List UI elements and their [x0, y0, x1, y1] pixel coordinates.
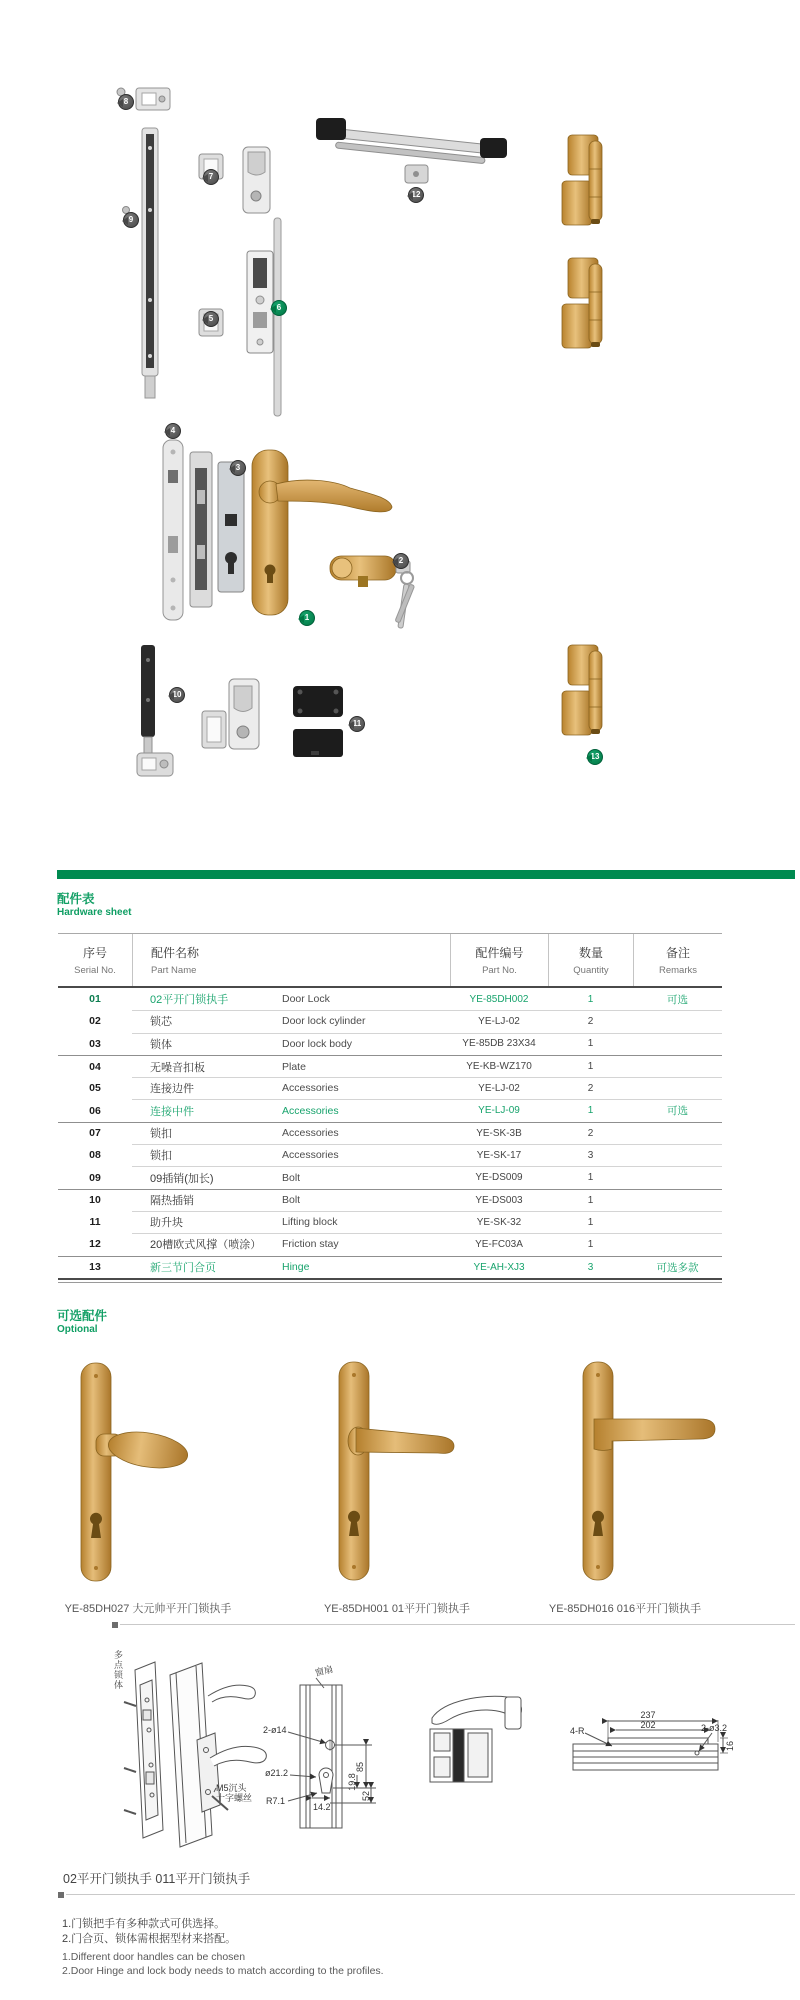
hardware-table-header	[58, 933, 722, 988]
handle-backplate-gold	[252, 450, 288, 615]
cell-quantity: 2	[587, 1082, 594, 1094]
table-row	[58, 1077, 722, 1099]
note-en-1: 1.Different door handles can be chosen	[62, 1951, 246, 1963]
cell-part-name-cn: 锁扣	[150, 1150, 172, 1163]
lock-faceplate	[163, 440, 183, 620]
cell-quantity: 1	[587, 1061, 594, 1073]
cell-part-name-cn: 02平开门锁执手	[150, 994, 229, 1007]
cell-part-name-en: Friction stay	[282, 1238, 339, 1251]
col-qty	[548, 934, 633, 986]
cell-quantity: 1	[587, 1238, 594, 1250]
technical-drawings	[0, 1600, 800, 1870]
cell-part-no: YE-DS009	[475, 1172, 523, 1184]
hardware-table	[58, 933, 722, 1283]
handle-ye85dh001	[339, 1362, 454, 1580]
cell-part-name-cn: 无噪音扣板	[150, 1061, 205, 1074]
cell-quantity: 3	[587, 1261, 594, 1273]
cell-part-no: YE-85DB 23X34	[462, 1038, 536, 1050]
cell-serial: 03	[89, 1037, 101, 1050]
part-number-badge: 1	[299, 610, 315, 626]
drawing-caption: 02平开门锁执手 011平开门锁执手	[63, 1872, 251, 1886]
green-section-bar	[57, 870, 795, 879]
part-number-badge: 11	[349, 716, 365, 732]
part-number-badge: 6	[271, 300, 287, 316]
cell-serial: 05	[89, 1082, 101, 1095]
divider-square-2	[58, 1892, 64, 1898]
table-row	[58, 1144, 722, 1166]
hardware-table-body	[58, 988, 722, 1278]
col-serial-cn: 序号	[82, 946, 107, 960]
optional-title-cn: 可选配件	[57, 1309, 108, 1323]
cell-serial: 02	[89, 1015, 101, 1028]
part-number-badge: 3	[230, 460, 246, 476]
cell-serial: 07	[89, 1127, 101, 1140]
cell-part-name-en: Accessories	[282, 1104, 339, 1117]
dim-m5-line2: 十字螺丝	[216, 1793, 253, 1803]
dim-52: 52	[361, 1790, 371, 1802]
exploded-parts-diagram	[0, 0, 800, 830]
table-row	[58, 1256, 722, 1278]
cell-quantity: 1	[587, 1216, 594, 1228]
col-qty-en: Quantity	[573, 965, 609, 976]
dim-2-d3-2: 2-ø3.2	[701, 1723, 728, 1733]
cell-part-name-cn: 09插销(加长)	[150, 1172, 214, 1185]
table-row	[58, 1033, 722, 1055]
cell-part-name-cn: 连接中件	[150, 1105, 194, 1118]
cell-part-name-cn: 新三节门合页	[150, 1262, 216, 1275]
keys	[395, 572, 415, 628]
col-remarks	[633, 934, 722, 986]
dim-m5-line1: M5沉头	[216, 1783, 247, 1793]
table-bottom-rule-2	[58, 1282, 722, 1283]
col-name-en: Part Name	[151, 965, 197, 976]
table-row	[58, 1189, 722, 1211]
table-row	[58, 1010, 722, 1032]
cell-part-name-en: Door lock body	[282, 1037, 353, 1050]
cell-serial: 09	[89, 1171, 101, 1184]
cell-part-no: YE-SK-32	[476, 1216, 522, 1228]
table-row	[58, 1166, 722, 1188]
espagnolette-rail	[123, 128, 159, 398]
cell-quantity: 2	[587, 1127, 594, 1139]
cell-quantity: 1	[587, 993, 594, 1005]
cell-part-no: YE-SK-17	[476, 1149, 522, 1161]
handle-label-3: YE-85DH016 016平开门锁执手	[548, 1603, 702, 1615]
cell-part-no: YE-LJ-09	[478, 1105, 520, 1117]
bolt-base-plate	[137, 753, 173, 776]
cell-serial: 06	[89, 1104, 101, 1117]
part-number-badge: 5	[203, 311, 219, 327]
lifting-block-parts	[293, 686, 343, 757]
cell-part-name-cn: 锁芯	[150, 1016, 172, 1029]
optional-handles-figure	[0, 1340, 800, 1590]
table-row	[58, 1122, 722, 1144]
cell-serial: 08	[89, 1149, 101, 1162]
lock-gear-plate	[190, 452, 212, 607]
cell-serial: 13	[89, 1261, 101, 1274]
handle-label-2: YE-85DH001 01平开门锁执手	[323, 1603, 471, 1615]
multipoint-gearbox	[247, 251, 273, 353]
col-partno-cn: 配件编号	[475, 946, 524, 960]
table-row	[58, 988, 722, 1010]
handle-ye85dh027	[81, 1363, 190, 1581]
cell-part-name-en: Bolt	[282, 1194, 301, 1207]
cell-serial: 04	[89, 1060, 101, 1073]
col-name	[132, 934, 450, 986]
note-en-2: 2.Door Hinge and lock body needs to match according to the profiles.	[62, 1965, 384, 1977]
iso-lock-drawing	[124, 1662, 266, 1847]
part-number-badge: 2	[393, 553, 409, 569]
cell-quantity: 2	[587, 1015, 594, 1027]
cell-part-name-en: Door Lock	[282, 993, 330, 1006]
cell-part-name-en: Plate	[282, 1060, 306, 1073]
cell-remark: 可选	[667, 1105, 688, 1118]
cell-serial: 11	[89, 1216, 101, 1229]
cell-part-no: YE-LJ-02	[478, 1015, 520, 1027]
lock-body	[218, 462, 244, 592]
insulated-bolt-rod	[141, 645, 155, 753]
part-number-badge: 9	[123, 212, 139, 228]
drive-rod	[274, 218, 281, 416]
latch-piece	[229, 679, 259, 749]
part-number-badge: 8	[118, 94, 134, 110]
table-bottom-rule	[58, 1278, 722, 1280]
cell-part-name-cn: 隔热插销	[150, 1195, 194, 1208]
table-row	[58, 1211, 722, 1233]
hinge-top	[562, 135, 602, 225]
cell-quantity: 1	[587, 1194, 594, 1206]
col-remarks-en: Remarks	[658, 965, 697, 976]
cell-part-no: YE-FC03A	[475, 1238, 523, 1250]
cell-serial: 12	[89, 1238, 101, 1251]
col-partno	[450, 934, 548, 986]
table-row	[58, 1233, 722, 1255]
dim-d21-2: ø21.2	[265, 1768, 289, 1778]
part-number-badge: 7	[203, 169, 219, 185]
cell-quantity: 1	[587, 1038, 594, 1050]
friction-stay	[316, 118, 507, 183]
dim-window-sash: 窗扇	[314, 1663, 334, 1678]
cell-part-name-cn: 助升块	[150, 1217, 183, 1230]
optional-title-en: Optional	[57, 1324, 98, 1335]
cell-remark: 可选多款	[656, 1261, 699, 1274]
cell-part-no: YE-SK-3B	[476, 1127, 522, 1139]
cell-remark: 可选	[667, 993, 688, 1006]
cell-part-no: YE-LJ-02	[478, 1082, 520, 1094]
cell-part-name-cn: 连接边件	[150, 1083, 194, 1096]
col-qty-cn: 数量	[578, 946, 603, 960]
latch-keeper	[243, 147, 270, 213]
divider-line-2	[66, 1894, 795, 1895]
part-number-badge: 4	[165, 423, 181, 439]
handle-section-drawing	[430, 1696, 521, 1782]
note-cn-2: 2.门合页、锁体需根据型材来搭配。	[62, 1933, 237, 1945]
cell-part-name-cn: 20槽欧式风撑（喷涂）	[150, 1239, 262, 1252]
dim-2-d14: 2-ø14	[263, 1725, 287, 1735]
cell-part-no: YE-DS003	[475, 1194, 523, 1206]
dim-4r: 4-R	[570, 1726, 585, 1736]
part-number-badge: 13	[587, 749, 603, 765]
dim-r7-1: R7.1	[266, 1796, 286, 1806]
cell-quantity: 1	[587, 1105, 594, 1117]
col-name-cn: 配件名称	[151, 946, 200, 960]
cell-part-no: YE-KB-WZ170	[466, 1061, 532, 1073]
cell-part-name-en: Accessories	[282, 1082, 339, 1095]
col-serial	[58, 934, 132, 986]
hardware-sheet-title-cn: 配件表	[57, 892, 95, 906]
part-number-badge: 10	[169, 687, 185, 703]
dim-14-2: 14.2	[313, 1802, 331, 1812]
col-partno-en: Part No.	[482, 965, 517, 976]
part-number-badge: 12	[408, 187, 424, 203]
iso-vertical-label: 多点锁体	[113, 1650, 123, 1690]
cell-part-name-en: Lifting block	[282, 1216, 338, 1229]
note-cn-1: 1.门锁把手有多种款式可供选择。	[62, 1918, 226, 1930]
hardware-sheet-title-en: Hardware sheet	[57, 907, 132, 918]
cell-quantity: 3	[587, 1149, 594, 1161]
dim-16: 16	[725, 1740, 735, 1752]
cell-part-name-cn: 锁体	[150, 1038, 172, 1051]
cell-part-name-cn: 锁扣	[150, 1128, 172, 1141]
cell-quantity: 1	[587, 1172, 594, 1184]
cell-part-name-en: Hinge	[282, 1261, 310, 1274]
table-row	[58, 1055, 722, 1077]
dim-237: 237	[640, 1710, 656, 1720]
cell-part-name-en: Accessories	[282, 1149, 339, 1162]
dim-85: 85	[355, 1761, 365, 1773]
col-serial-en: Serial No.	[74, 965, 116, 976]
cell-part-name-en: Door lock cylinder	[282, 1015, 366, 1028]
cell-part-no: YE-AH-XJ3	[473, 1261, 525, 1273]
cell-part-no: YE-85DH002	[469, 993, 529, 1005]
handle-ye85dh016	[583, 1362, 715, 1580]
table-row	[58, 1099, 722, 1121]
cell-serial: 01	[89, 993, 101, 1006]
dim-202: 202	[640, 1720, 656, 1730]
keeper-square-large	[202, 711, 226, 748]
col-remarks-cn: 备注	[665, 946, 690, 960]
handle-label-1: YE-85DH027 大元帅平开门锁执手	[64, 1603, 232, 1615]
hinge-bottom	[562, 645, 602, 735]
hinge-middle	[562, 258, 602, 348]
cell-serial: 10	[89, 1194, 101, 1207]
cell-part-name-en: Bolt	[282, 1171, 301, 1184]
dim-19-8: 19.8	[347, 1773, 357, 1791]
cell-part-name-en: Accessories	[282, 1127, 339, 1140]
